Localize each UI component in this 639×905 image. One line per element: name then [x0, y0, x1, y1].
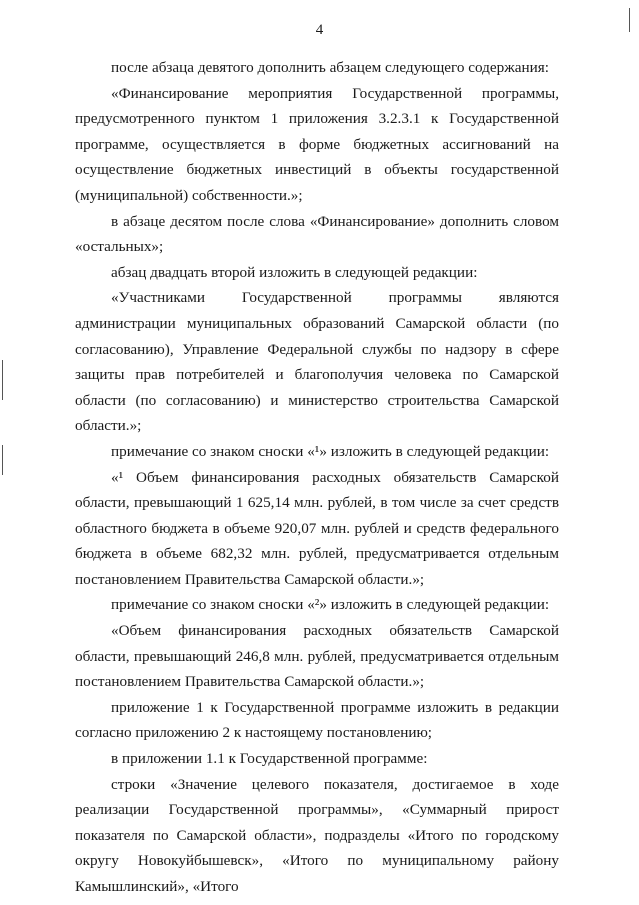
paragraph: примечание со знаком сноски «²» изложить в следующей редакции: [111, 596, 550, 614]
paragraph: после абзаца девятого дополнить абзацем следующего содержания: [111, 59, 549, 76]
paragraph: в абзаце десятом после слова «Финансирование» дополнить словом «остальных»; [75, 212, 559, 256]
paragraph: «Объем финансирования расходных обязательств Самарской области, превышающий 246,8 млн. рублей, предусматривается отдельным постановлением Правительства Самарской области.»; [75, 622, 559, 691]
paragraph: абзац двадцать второй изложить в следующей редакции: [111, 263, 478, 281]
scan-edge-mark [2, 445, 3, 475]
paragraph: примечание со знаком сноски «¹» изложить в следующей редакции: [111, 442, 550, 460]
paragraph: в приложении 1.1 к Государственной программе: [111, 750, 428, 768]
paragraph: «Финансирование мероприятия Государственной программы, предусмотренного пунктом 1 приложения 3.2.3.1 к Государственной программе, осуществляется в форме бюджетных ассигнований на осуществление бюджетных инвестиций в объекты государственной (муниципальной) собственности.»; [75, 84, 559, 204]
scan-edge-mark [2, 360, 3, 400]
scan-edge-mark [629, 8, 630, 32]
paragraph: «¹ Объем финансирования расходных обязательств Самарской области, превышающий 1 625,14 млн. рублей, в том числе за счет средств областного бюджета в объеме 920,07 млн. рублей и средств федерального бюджета в объеме 682,32 млн. рублей, предусматривается отдельным постановлением Правительства Самарской области.»; [75, 468, 559, 588]
paragraph: «Участниками Государственной программы являются администрации муниципальных образований Самарской области (по согласованию), Управление Федеральной службы по надзору в сфере защиты прав потребителей и благополучия человека по Самарской области (по согласованию) и министерство строительства Самарской области.»; [75, 289, 559, 435]
paragraph: строки «Значение целевого показателя, достигаемое в ходе реализации Государственной программы», «Суммарный прирост показателя по Самарской области», подразделы «Итого по городскому округу Новокуйбышевск», «Итого по муниципальному району Камышлинский», «Итого [75, 775, 559, 895]
paragraph: приложение 1 к Государственной программе изложить в редакции согласно приложению 2 к настоящему постановлению; [75, 698, 559, 742]
page-number: 4 [315, 22, 324, 38]
document-body [75, 55, 559, 900]
